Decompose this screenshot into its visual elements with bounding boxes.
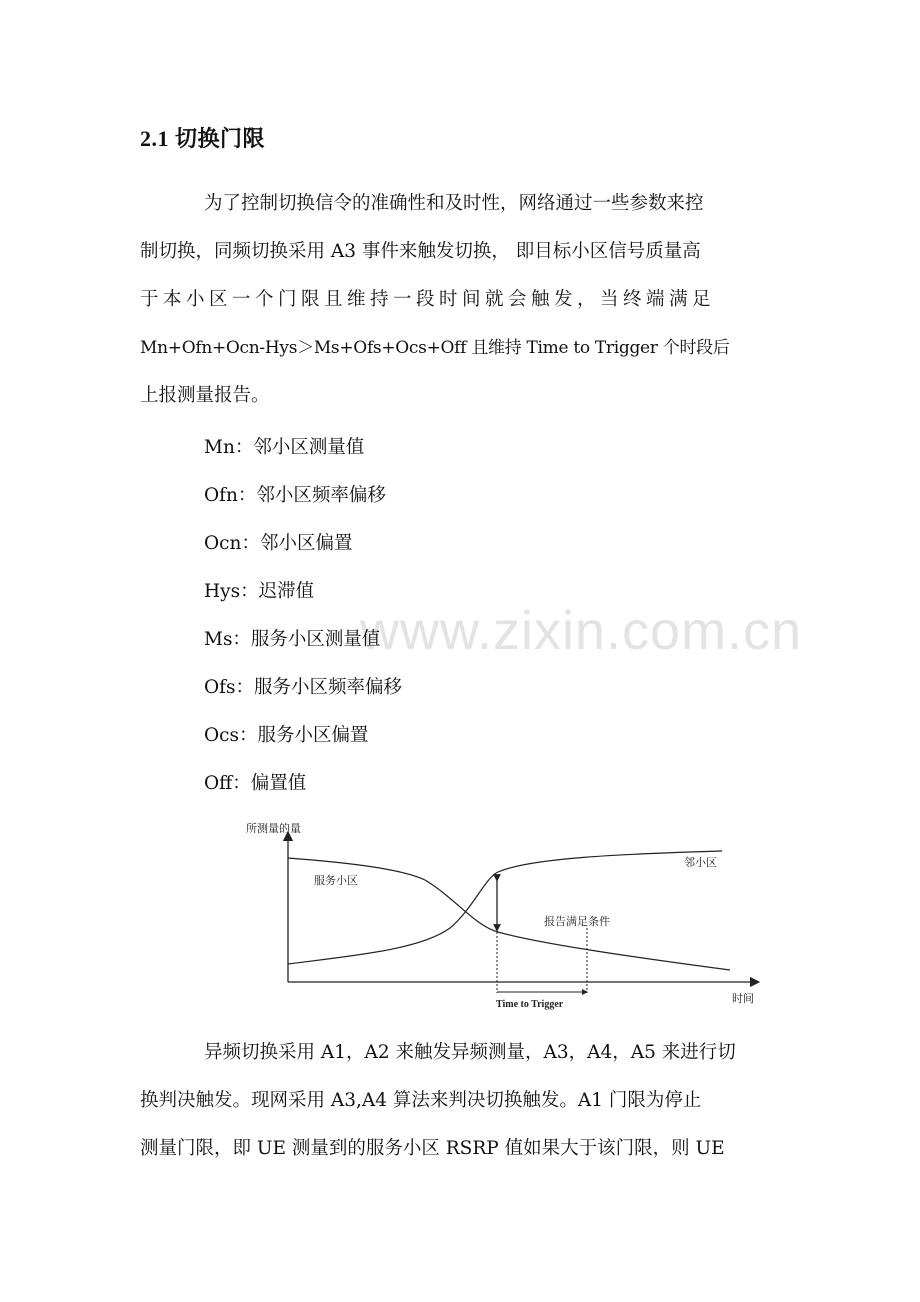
paragraph-line: 换判决触发。现网采用 A3,A4 算法来判决切换触发。A1 门限为停止: [140, 1090, 702, 1111]
definition-item: Ms：服务小区测量值: [204, 629, 381, 650]
time-to-trigger-label: Time to Trigger: [496, 999, 564, 1010]
paragraph-line: 异频切换采用 A1，A2 来触发异频测量，A3，A4，A5 来进行切: [204, 1042, 736, 1063]
neighbor-cell-curve: [288, 851, 722, 964]
section-heading: 2.1 切换门限: [140, 126, 266, 151]
paragraph-interfreq: [140, 1029, 780, 1173]
paragraph-line: 制切换，同频切换采用 A3 事件来触发切换， 即目标小区信号质量高: [140, 241, 701, 262]
a3-event-diagram: [240, 818, 770, 1010]
definition-item: Off：偏置值: [204, 773, 307, 794]
definition-item: Hys：迟滞值: [204, 581, 315, 602]
y-axis-label: 所测量的量: [246, 822, 301, 835]
paragraph-line: 于本小区一个门限且维持一段时间就会触发，当终端满足: [140, 289, 716, 310]
definition-item: Mn：邻小区测量值: [204, 437, 365, 458]
paragraph-line: 为了控制切换信令的准确性和及时性，网络通过一些参数来控: [204, 193, 704, 214]
definition-item: Ocs：服务小区偏置: [204, 725, 369, 746]
paragraph-line: 上报测量报告。: [140, 385, 270, 406]
watermark: www.zixin.com.cn: [360, 601, 803, 661]
paragraph-line: Mn+Ofn+Ocn-Hys＞Ms+Ofs+Ocs+Off 且维持 Time to Trigger 个时段后: [140, 338, 730, 358]
x-axis-label: 时间: [732, 992, 754, 1005]
definition-item: Ocn：邻小区偏置: [204, 533, 353, 554]
serving-cell-label: 服务小区: [314, 874, 358, 887]
neighbor-cell-label: 邻小区: [684, 856, 717, 869]
report-condition-label: 报告满足条件: [544, 915, 610, 928]
paragraph-line: 测量门限，即 UE 测量到的服务小区 RSRP 值如果大于该门限，则 UE: [140, 1138, 725, 1159]
paragraph-a3-intro: [140, 180, 780, 420]
definition-item: Ofs：服务小区频率偏移: [204, 677, 403, 698]
definition-item: Ofn：邻小区频率偏移: [204, 485, 386, 506]
